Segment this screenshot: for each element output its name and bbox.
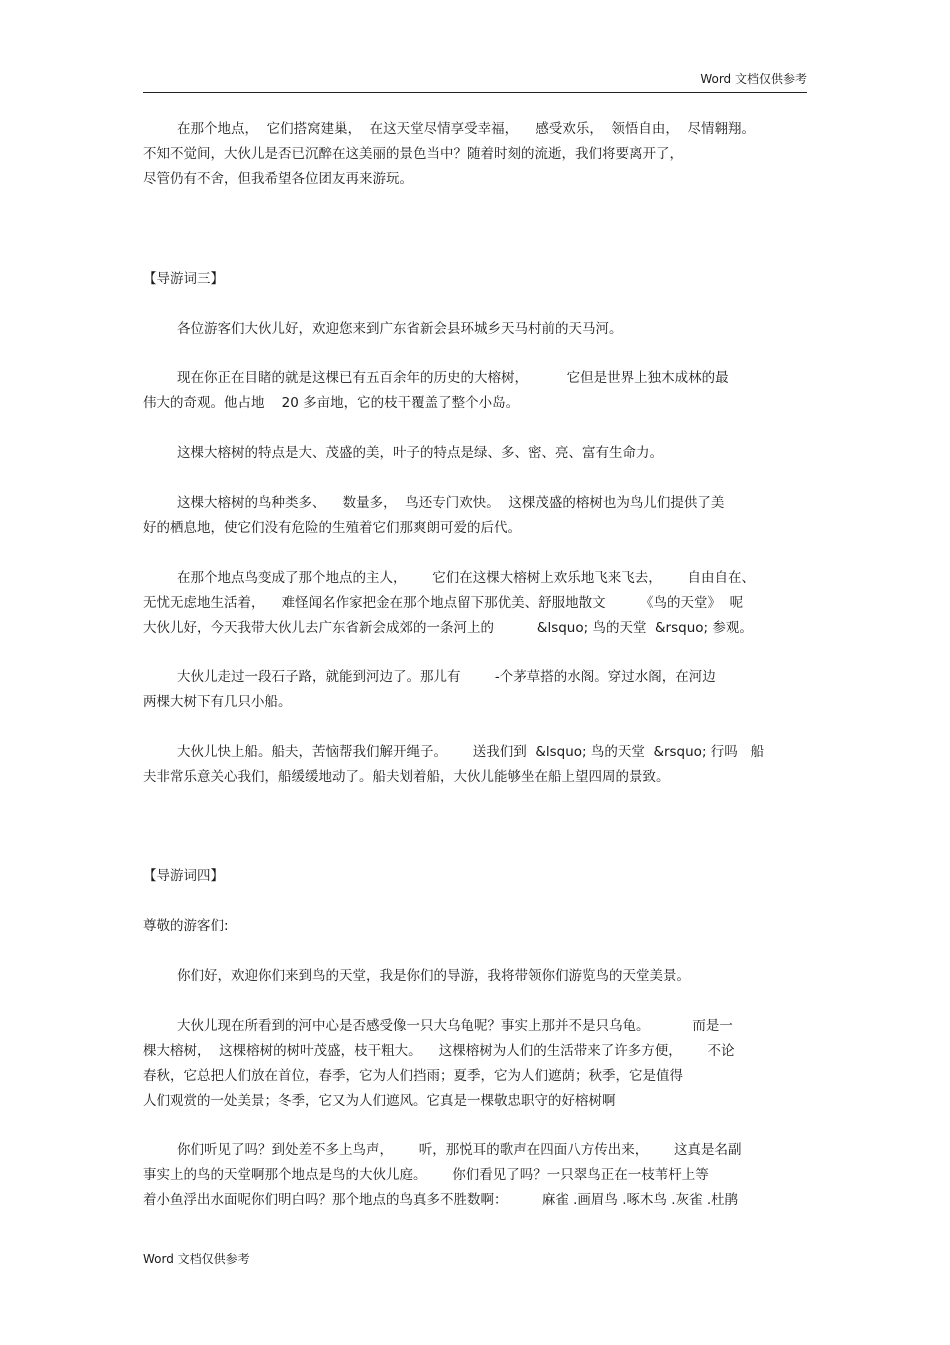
text-line: 棵大榕树， 这棵榕树的树叶茂盛，枝干粗大。 这棵榕树为人们的生活带来了许多方便， 不论 <box>143 1043 735 1059</box>
header-divider <box>143 92 807 93</box>
text-line: 各位游客们大伙儿好，欢迎您来到广东省新会县环城乡天马村前的天马河。 <box>177 321 623 337</box>
text-line: 这棵大榕树的特点是大、茂盛的美，叶子的特点是绿、多、密、亮、富有生命力。 <box>177 445 663 461</box>
text-line: 这棵大榕树的鸟种类多、 数量多， 鸟还专门欢快。 这棵茂盛的榕树也为鸟儿们提供了美 <box>177 495 725 511</box>
text-line: 你们听见了吗？到处差不多上鸟声， 听，那悦耳的歌声在四面八方传出来， 这真是名副 <box>177 1142 742 1158</box>
text-line: 夫非常乐意关心我们，船缓缓地动了。船夫划着船，大伙儿能够坐在船上望四周的景致。 <box>143 769 670 785</box>
text-line: 人们观赏的一处美景；冬季，它又为人们遮风。它真是一棵敬忠职守的好榕树啊 <box>143 1093 616 1109</box>
section-heading: 【导游词三】 <box>143 271 224 287</box>
section-heading: 【导游词四】 <box>143 868 224 884</box>
text-line: 大伙儿好，今天我带大伙儿去广东省新会成郊的一条河上的 &lsquo; 鸟的天堂 &rsquo; 参观。 <box>143 620 753 636</box>
text-line: 大伙儿快上船。船夫，苦恼帮我们解开绳子。 送我们到 &lsquo; 鸟的天堂 &rsquo; 行吗 船 <box>177 744 765 760</box>
text-line: 现在你正在目睹的就是这棵已有五百余年的历史的大榕树， 它但是世界上独木成林的最 <box>177 370 729 386</box>
text-line: 不知不觉间，大伙儿是否已沉醉在这美丽的景色当中？随着时刻的流逝，我们将要离开了， <box>143 146 683 162</box>
text-line: 在那个地点， 它们搭窝建巢， 在这天堂尽情享受幸福， 感受欢乐， 领悟自由， 尽情翱翔。 <box>177 121 755 137</box>
text-line: 无忧无虑地生活着， 难怪闻名作家把金在那个地点留下那优美、舒服地散文 《鸟的天堂》 呢 <box>143 595 744 611</box>
text-line: 春秋，它总把人们放在首位，春季，它为人们挡雨；夏季，它为人们遮荫；秋季，它是值得 <box>143 1068 683 1084</box>
text-line: 好的栖息地，使它们没有危险的生殖着它们那爽朗可爱的后代。 <box>143 520 521 536</box>
text-line: 你们好，欢迎你们来到鸟的天堂，我是你们的导游，我将带领你们游览鸟的天堂美景。 <box>177 968 690 984</box>
page-footer: Word 文档仅供参考 <box>143 1252 250 1266</box>
text-line: 尽管仍有不舍，但我希望各位团友再来游玩。 <box>143 171 413 187</box>
text-line: 事实上的鸟的天堂啊那个地点是鸟的大伙儿庭。 你们看见了吗？一只翠鸟正在一枝苇杆上等 <box>143 1167 709 1183</box>
text-line: 着小鱼浮出水面呢你们明白吗？那个地点的鸟真多不胜数啊： 麻雀 .画眉鸟 .啄木鸟 .灰雀 .杜鹃 <box>143 1192 739 1208</box>
text-line: 大伙儿走过一段石子路，就能到河边了。那儿有 -个茅草搭的水阁。穿过水阁，在河边 <box>177 669 716 685</box>
text-line: 大伙儿现在所看到的河中心是否感受像一只大乌龟呢？事实上那并不是只乌龟。 而是一 <box>177 1018 733 1034</box>
text-line: 在那个地点鸟变成了那个地点的主人， 它们在这棵大榕树上欢乐地飞来飞去， 自由自在、 <box>177 570 755 586</box>
text-line: 尊敬的游客们: <box>143 918 229 934</box>
text-line: 伟大的奇观。他占地 20 多亩地，它的枝干覆盖了整个小岛。 <box>143 395 520 411</box>
text-line: 两棵大树下有几只小船。 <box>143 694 292 710</box>
page-header: Word 文档仅供参考 <box>700 72 807 86</box>
